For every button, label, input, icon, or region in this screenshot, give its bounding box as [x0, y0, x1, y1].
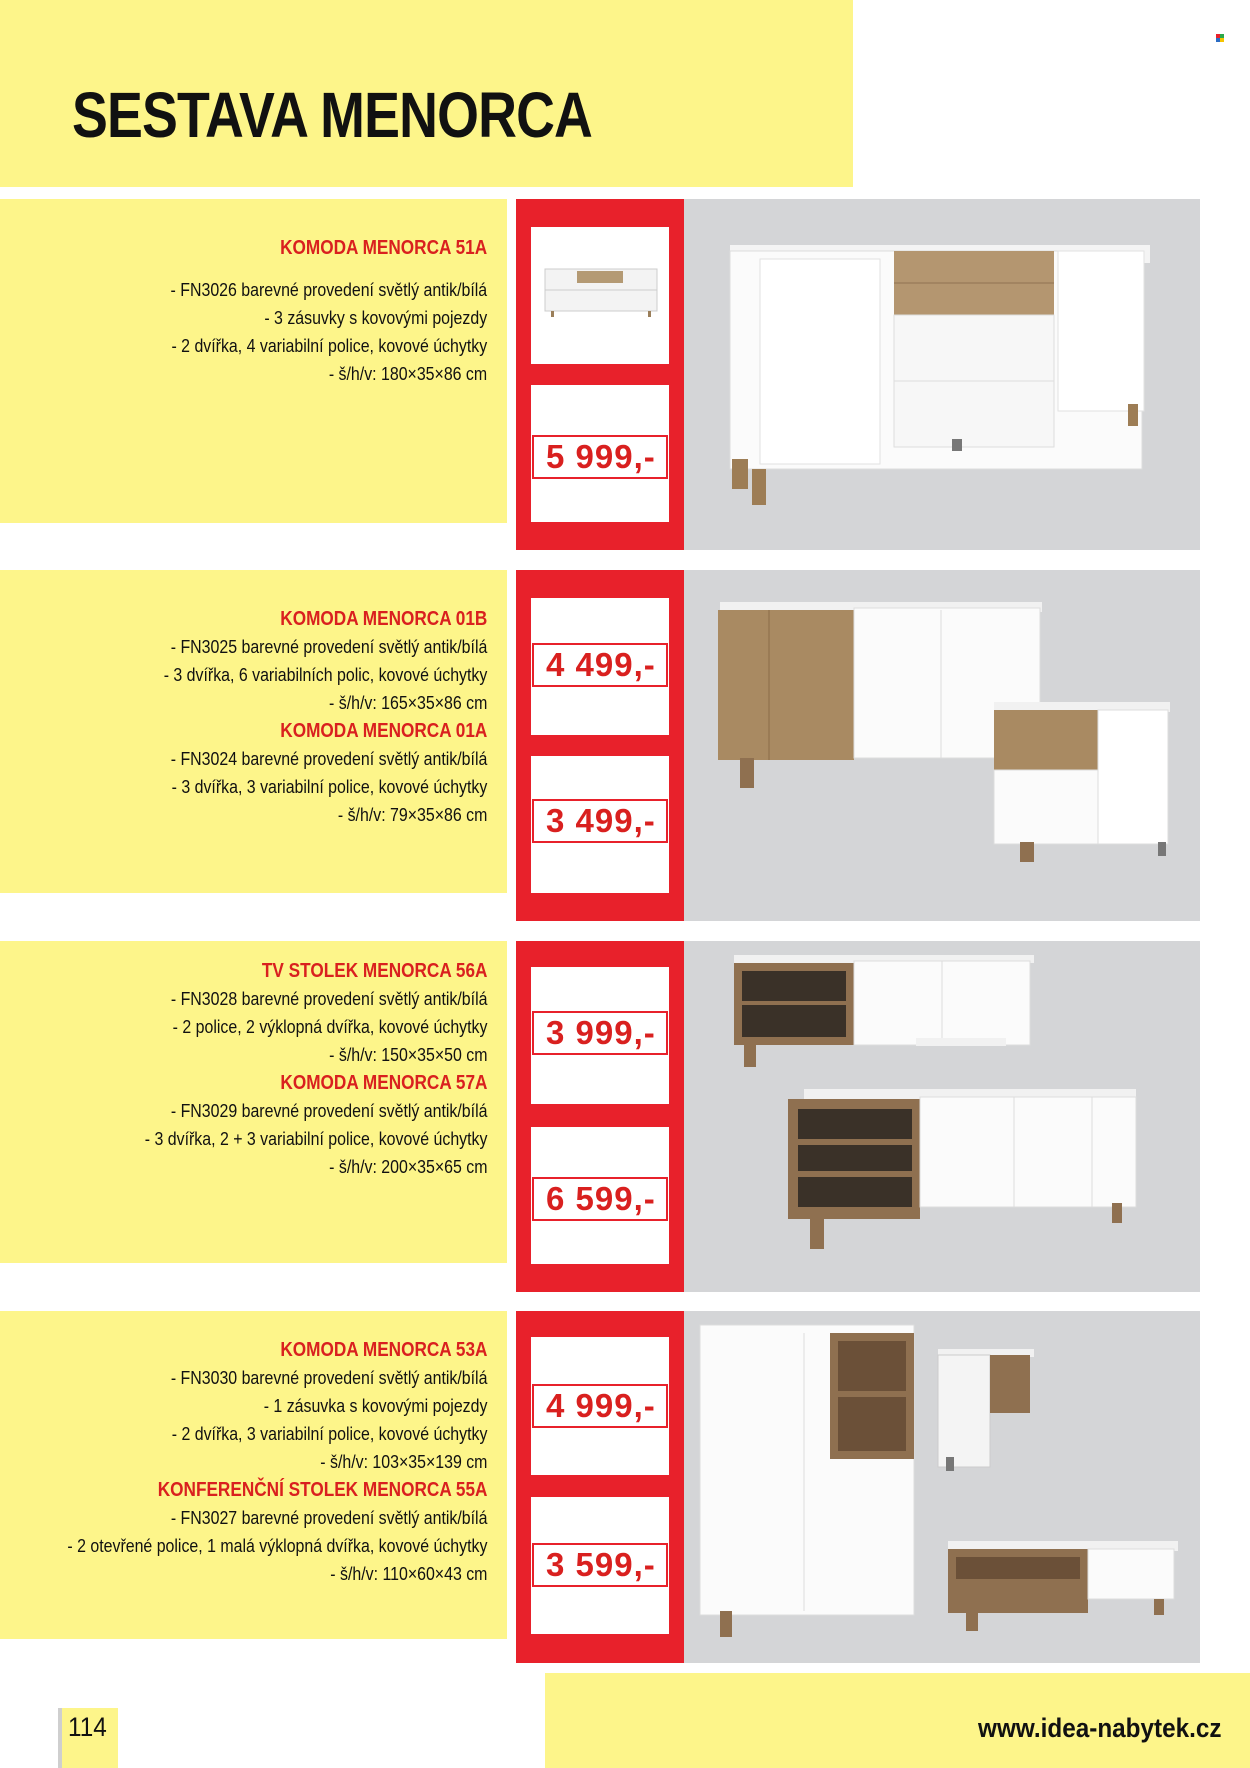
- spec-line: - š/h/v: 165×35×86 cm: [328, 692, 487, 713]
- spec-line: - 3 dvířka, 2 + 3 variabilní police, kovové úchytky: [144, 1128, 487, 1149]
- spec-line: - š/h/v: 79×35×86 cm: [337, 804, 487, 825]
- product-name: KOMODA MENORCA 01A: [279, 720, 487, 742]
- spec-line: - š/h/v: 103×35×139 cm: [319, 1451, 487, 1472]
- spec-line: - FN3027 barevné provedení světlý antik/bílá: [170, 1507, 488, 1528]
- page-number: 114: [68, 1712, 107, 1742]
- spec-line: - FN3024 barevné provedení světlý antik/bílá: [170, 748, 487, 769]
- product-name: KONFERENČNÍ STOLEK MENORCA 55A: [157, 1479, 487, 1501]
- price-label: 3 999,-: [532, 1011, 668, 1055]
- spec-line: - FN3029 barevné provedení světlý antik/bílá: [170, 1100, 487, 1121]
- spec-line: - 2 otevřené police, 1 malá výklopná dvířka, kovové úchytky: [66, 1535, 487, 1556]
- price-label: 6 599,-: [532, 1177, 668, 1221]
- spec-line: - š/h/v: 110×60×43 cm: [329, 1563, 487, 1584]
- spec-line: - š/h/v: 180×35×86 cm: [328, 363, 487, 384]
- product-51a-description: [170, 234, 487, 388]
- price-label: 4 499,-: [532, 643, 668, 687]
- website-link[interactable]: www.idea-nabytek.cz: [978, 1713, 1222, 1743]
- spec-line: - 2 dvířka, 3 variabilní police, kovové úchytky: [171, 1423, 487, 1444]
- product-name: KOMODA MENORCA 01B: [279, 608, 487, 630]
- spec-line: - 2 police, 2 výklopná dvířka, kovové úchytky: [172, 1016, 488, 1037]
- spec-line: - FN3030 barevné provedení světlý antik/bílá: [170, 1367, 488, 1388]
- spec-line: - FN3028 barevné provedení světlý antik/bílá: [170, 988, 487, 1009]
- sideboard-thumbnail: [531, 227, 669, 364]
- spec-line: - š/h/v: 200×35×65 cm: [328, 1156, 487, 1177]
- price-label: 5 999,-: [532, 435, 668, 479]
- price-label: 3 599,-: [532, 1543, 668, 1587]
- logo-icon: [1216, 34, 1226, 42]
- product-56a-57a-description: [144, 957, 487, 1181]
- spec-line: - 3 dvířka, 3 variabilní police, kovové úchytky: [171, 776, 487, 797]
- spec-line: - FN3026 barevné provedení světlý antik/bílá: [170, 279, 487, 300]
- price-label: 3 499,-: [532, 799, 668, 843]
- price-label: 4 999,-: [532, 1384, 668, 1428]
- spec-line: - 2 dvířka, 4 variabilní police, kovové úchytky: [171, 335, 487, 356]
- product-name: KOMODA MENORCA 57A: [279, 1072, 487, 1094]
- product-53a-55a-description: [67, 1336, 487, 1588]
- cabinet-53a-coffee-table-55a-image: [684, 1311, 1200, 1663]
- sideboard-51a-image: [684, 199, 1200, 550]
- product-name: KOMODA MENORCA 53A: [279, 1339, 487, 1361]
- product-01b-01a-description: [163, 605, 487, 829]
- spec-line: - š/h/v: 150×35×50 cm: [328, 1044, 487, 1065]
- spec-line: - 3 zásuvky s kovovými pojezdy: [264, 307, 487, 328]
- product-name: KOMODA MENORCA 51A: [279, 237, 487, 259]
- thumbnail-box: [531, 227, 669, 364]
- page-title: SESTAVA MENORCA: [72, 79, 593, 151]
- spec-line: - 3 dvířka, 6 variabilních polic, kovové úchytky: [163, 664, 487, 685]
- product-name: TV STOLEK MENORCA 56A: [261, 960, 487, 982]
- tv-stand-56a-57a-image: [684, 941, 1200, 1292]
- sideboard-01b-01a-image: [684, 570, 1200, 921]
- spec-line: - 1 zásuvka s kovovými pojezdy: [263, 1395, 487, 1416]
- spec-line: - FN3025 barevné provedení světlý antik/bílá: [170, 636, 487, 657]
